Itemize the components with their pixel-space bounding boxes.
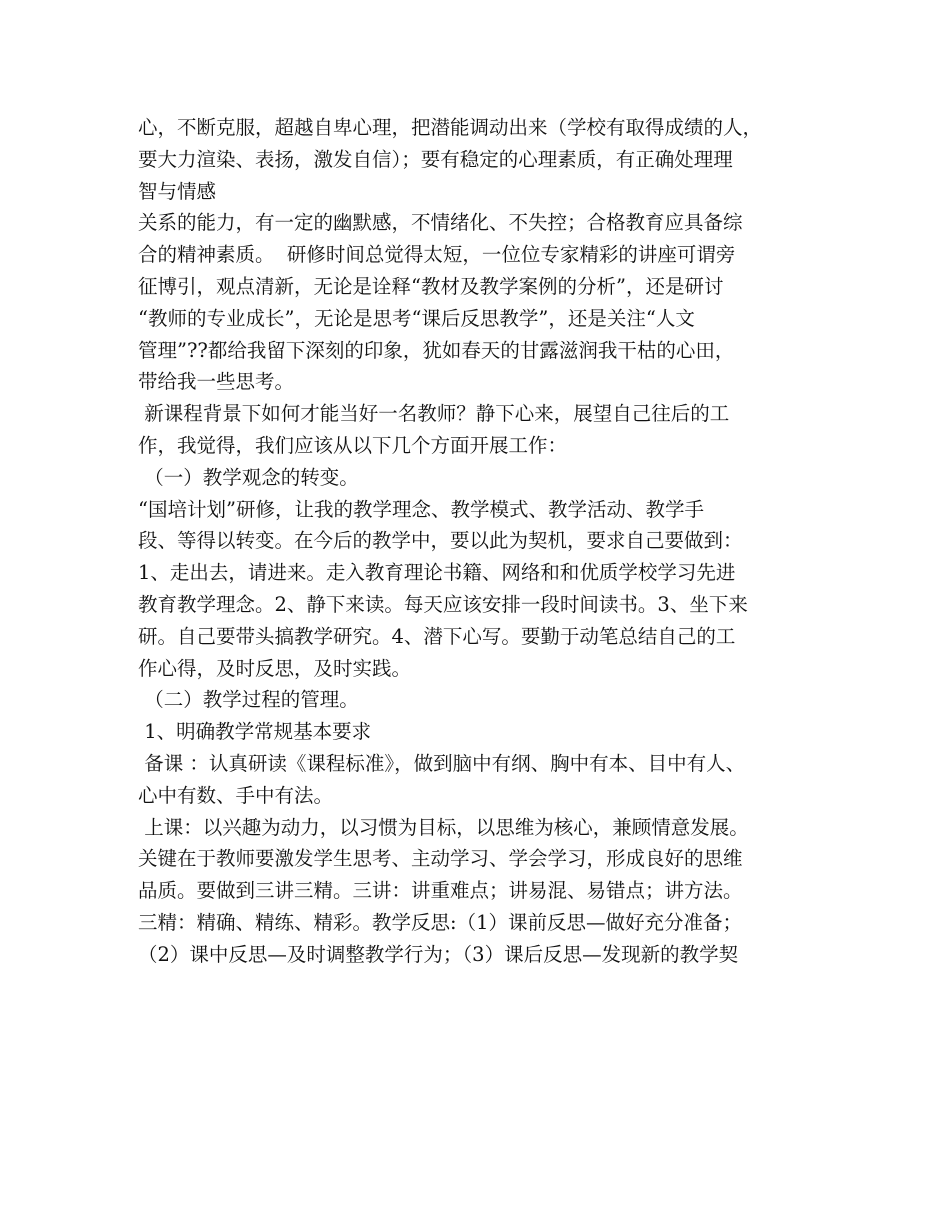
text-line: （2）课中反思—及时调整教学行为；（3）课后反思—发现新的教学契 (138, 942, 739, 966)
section-heading: （一）教学观念的转变。 (138, 465, 359, 489)
section-heading: （二）教学过程的管理。 (138, 688, 359, 712)
body-text (138, 112, 838, 971)
text-line: 合的精神素质。 研修时间总觉得太短，一位位专家精彩的讲座可谓旁 (138, 243, 736, 267)
text-line: 征博引，观点清新，无论是诠释“教材及教学案例的分析”，还是研讨 (138, 274, 724, 298)
text-line: 作，我觉得，我们应该从以下几个方面开展工作： (138, 433, 568, 457)
text-line: 教育教学理念。2、静下来读。每天应该安排一段时间读书。3、坐下来 (138, 592, 748, 616)
text-line: 智与情感 (138, 179, 217, 203)
text-line: 研。自己要带头搞教学研究。4、潜下心写。要勤于动笔总结自己的工 (138, 624, 736, 648)
text-line: 三精：精确、精练、精彩。教学反思:（1）课前反思—做好充分准备； (138, 910, 742, 934)
text-line: 段、等得以转变。在今后的教学中，要以此为契机，要求自己要做到： (138, 529, 743, 553)
text-line: 作心得，及时反思，及时实践。 (138, 656, 412, 680)
subsection-heading: 1、明确教学常规基本要求 (138, 720, 372, 744)
text-line: 要大力渲染、表扬，激发自信）；要有稳定的心理素质，有正确处理理 (138, 147, 733, 171)
text-line: 关系的能力，有一定的幽默感，不情绪化、不失控；合格教育应具备综 (138, 211, 743, 235)
text-line: 带给我一些思考。 (138, 370, 295, 394)
text-line: 管理”??都给我留下深刻的印象，犹如春天的甘露滋润我干枯的心田， (138, 338, 735, 362)
text-line: 备课 ：认真研读《课程标准》，做到脑中有纲、胸中有本、目中有人、 (138, 751, 746, 775)
text-line: 关键在于教师要激发学生思考、主动学习、学会学习，形成良好的思维 (138, 847, 743, 871)
text-line: “国培计划”研修，让我的教学理念、教学模式、教学活动、教学手 (138, 497, 704, 521)
text-line: 上课：以兴趣为动力，以习惯为目标，以思维为核心，兼顾情意发展。 (138, 815, 749, 839)
text-line: 新课程背景下如何才能当好一名教师？静下心来，展望自己往后的工 (138, 402, 730, 426)
text-line: 心中有数、手中有法。 (138, 783, 334, 807)
text-line: “教师的专业成长”，无论是思考“课后反思教学”，还是关注“人文 (138, 306, 695, 330)
text-line: 1、走出去，请进来。走入教育理论书籍、网络和和优质学校学习先进 (138, 561, 736, 585)
text-line: 品质。要做到三讲三精。三讲：讲重难点；讲易混、易错点；讲方法。 (138, 879, 743, 903)
text-line: 心，不断克服，超越自卑心理，把潜能调动出来（学校有取得成绩的人， (138, 116, 763, 139)
